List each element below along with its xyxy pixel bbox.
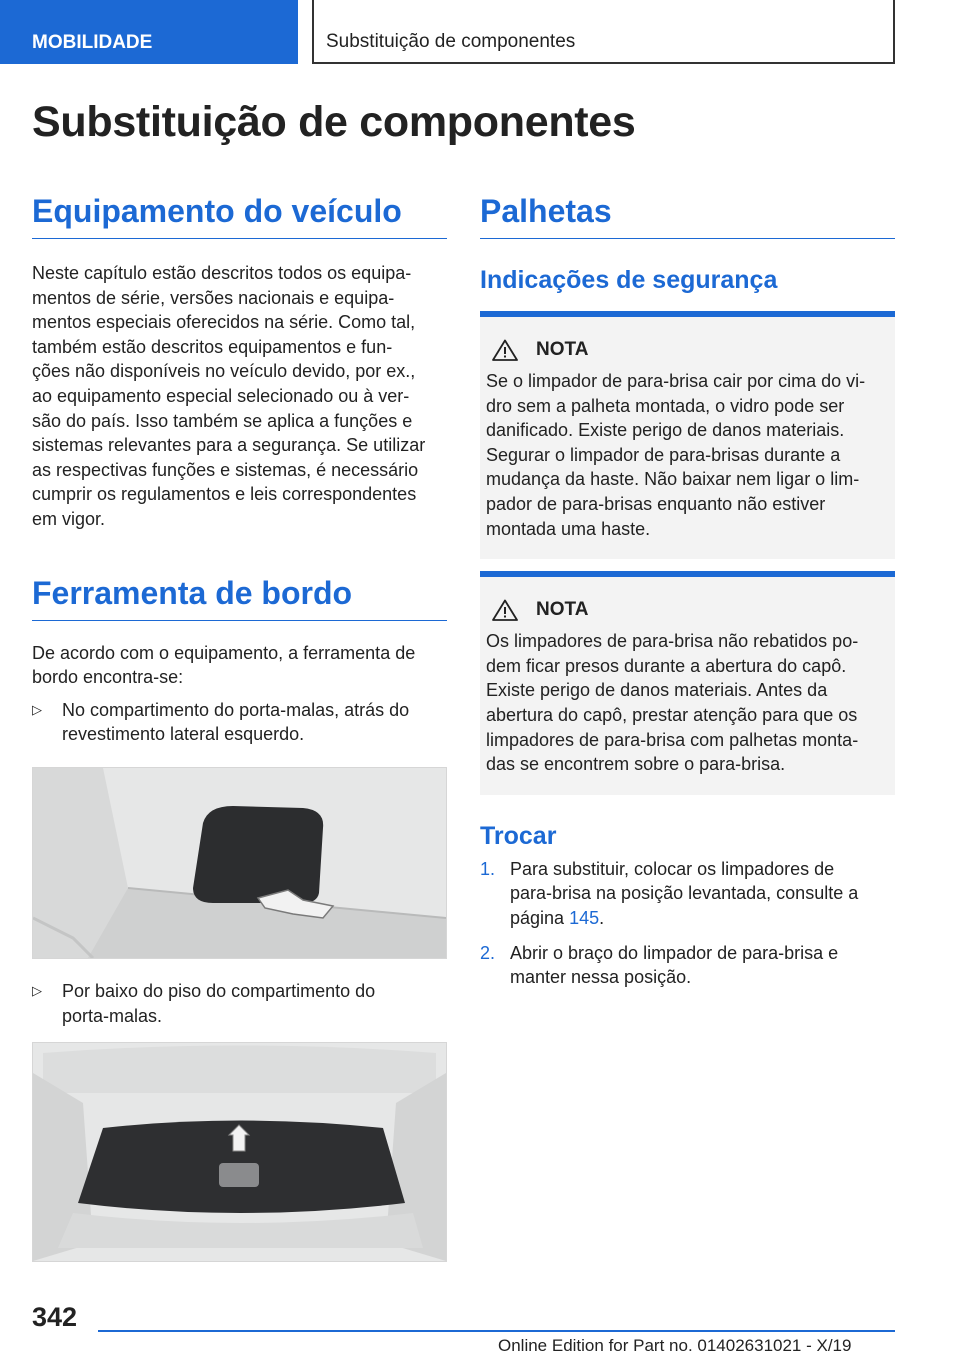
step-number: 1. — [480, 858, 496, 879]
step-1: 1. Para substituir, colocar os limpadores de para-brisa na posição levantada, consulte a página 145. — [480, 858, 859, 928]
right-column — [480, 190, 895, 990]
heading-equipamento: Equipamento do veículo — [32, 190, 447, 239]
ferramenta-intro: De acordo com o equipamento, a ferramenta de bordo encontra-se: — [32, 642, 416, 688]
bullet-item-trunk-floor: ▷ Por baixo do piso do compartimento do porta-malas. — [32, 980, 376, 1026]
header-chapter-label: Substituição de componentes — [326, 31, 576, 52]
step-number: 2. — [480, 942, 496, 963]
footer-rule — [98, 1330, 895, 1332]
note-2-text: Os limpadores de para-brisa não rebatidos po- dem ficar presos durante a abertura do capô. Existe perigo de danos materiais. Antes da abertura do capô, prestar atenção para que os limpadores de para-brisa com palhetas monta- das se encontrem sobre o para-brisa. — [486, 631, 859, 775]
warning-triangle-icon — [492, 339, 518, 361]
left-column — [32, 190, 447, 1262]
note-1-text: Se o limpador de para-brisa cair por cima do vi- dro sem a palheta montada, o vidro pode ser danificado. Existe perigo de danos materiais. Segurar o limpador de para-brisas durante a mudança da haste. Não baixar nem ligar o lim- pador de para-brisas enquanto não estiver montada uma haste. — [486, 371, 866, 539]
page-title: Substituição de componentes — [32, 98, 636, 146]
note-box-1 — [480, 311, 895, 559]
page-number: 342 — [32, 1302, 78, 1332]
header-section-tab — [0, 0, 298, 64]
step-2: 2. Abrir o braço do limpador de para-brisa e manter nessa posição. — [480, 942, 839, 988]
heading-trocar: Trocar — [480, 821, 557, 850]
bullet-item-trunk-side: ▷ No compartimento do porta-malas, atrás do revestimento lateral esquerdo. — [32, 699, 410, 745]
heading-palhetas: Palhetas — [480, 190, 895, 239]
trunk-floor-image — [32, 1042, 447, 1262]
footer-edition: Online Edition for Part no. 01402631021 - X/19 — [498, 1336, 852, 1355]
trunk-side-compartment-image — [32, 767, 447, 959]
note-box-2 — [480, 571, 895, 795]
bullet-triangle-icon: ▷ — [32, 701, 42, 717]
trunk-floor-illustration — [33, 1043, 446, 1261]
heading-ferramenta: Ferramenta de bordo — [32, 572, 447, 621]
note-label: NOTA — [536, 599, 589, 621]
trunk-side-illustration — [33, 768, 446, 958]
bullet-triangle-icon: ▷ — [32, 982, 42, 998]
note-label: NOTA — [536, 339, 589, 360]
header-chapter-box — [312, 0, 895, 64]
page-link-145[interactable]: 145 — [569, 907, 600, 928]
header-section-label: MOBILIDADE — [32, 32, 153, 53]
heading-safety: Indicações de segurança — [480, 266, 778, 294]
equipamento-paragraph: Neste capítulo estão descritos todos os equipa- mentos de série, versões nacionais e equipa- mentos especiais oferecidos na série. Como tal, também estão descritos equipamentos e fun- ções não disponíveis no veículo devido, por ex., ao equipamento especial selecionado ou à ver- são do país. Isso também se aplica a funções e sistemas relevantes para a segurança. Se utilizar as respectivas funções e sistemas, é necessário cumprir os regulamentos e leis correspondentes em vigor. — [32, 263, 426, 529]
warning-triangle-icon — [492, 599, 518, 621]
